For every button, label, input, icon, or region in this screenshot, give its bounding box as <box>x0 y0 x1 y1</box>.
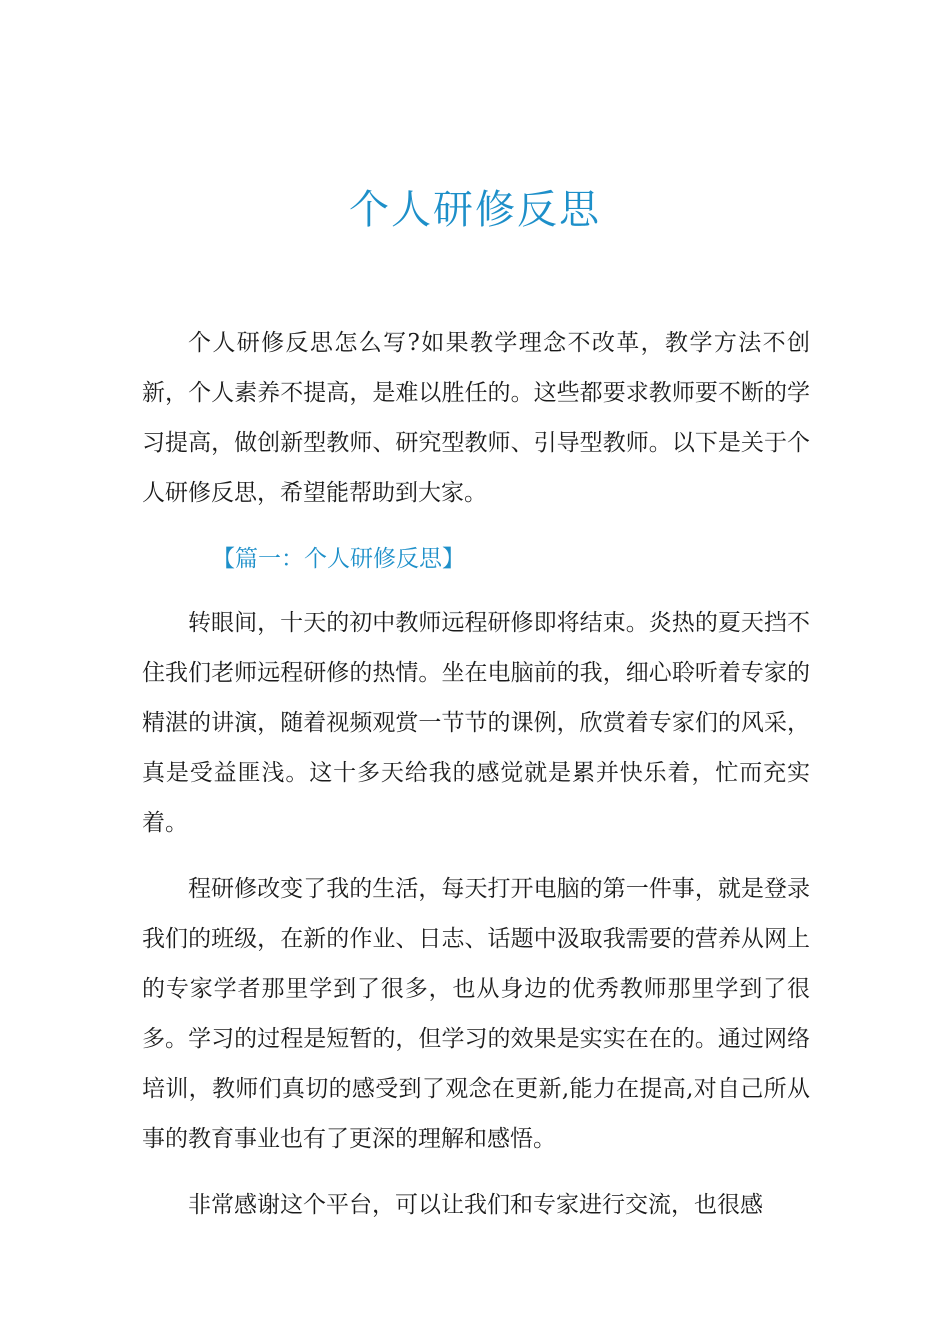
page-title: 个人研修反思 <box>349 187 601 233</box>
intro-paragraph: 个人研修反思怎么写?如果教学理念不改革，教学方法不创新，个人素养不提高，是难以胜任的。这些都要求教师要不断的学习提高，做创新型教师、研究型教师、引导型教师。以下是关于个人研修反思，希望能帮助到大家。 <box>142 330 810 506</box>
body-paragraph-1: 转眼间，十天的初中教师远程研修即将结束。炎热的夏天挡不住我们老师远程研修的热情。坐在电脑前的我，细心聆听着专家的精湛的讲演，随着视频观赏一节节的课例，欣赏着专家们的风采，真是受益匪浅。这十多天给我的感觉就是累并快乐着，忙而充实着。 <box>142 610 810 836</box>
body-paragraph-2: 程研修改变了我的生活，每天打开电脑的第一件事，就是登录我们的班级，在新的作业、日志、话题中汲取我需要的营养从网上的专家学者那里学到了很多，也从身边的优秀教师那里学到了很多。学习的过程是短暂的，但学习的效果是实实在在的。通过网络培训，教师们真切的感受到了观念在更新,能力在提高,对自己所从事的教育事业也有了更深的理解和感悟。 <box>142 876 810 1152</box>
body-paragraph-3: 非常感谢这个平台，可以让我们和专家进行交流，也很感 <box>188 1192 763 1218</box>
document-body <box>142 318 810 1246</box>
section-heading: 【篇一：个人研修反思】 <box>212 546 465 572</box>
